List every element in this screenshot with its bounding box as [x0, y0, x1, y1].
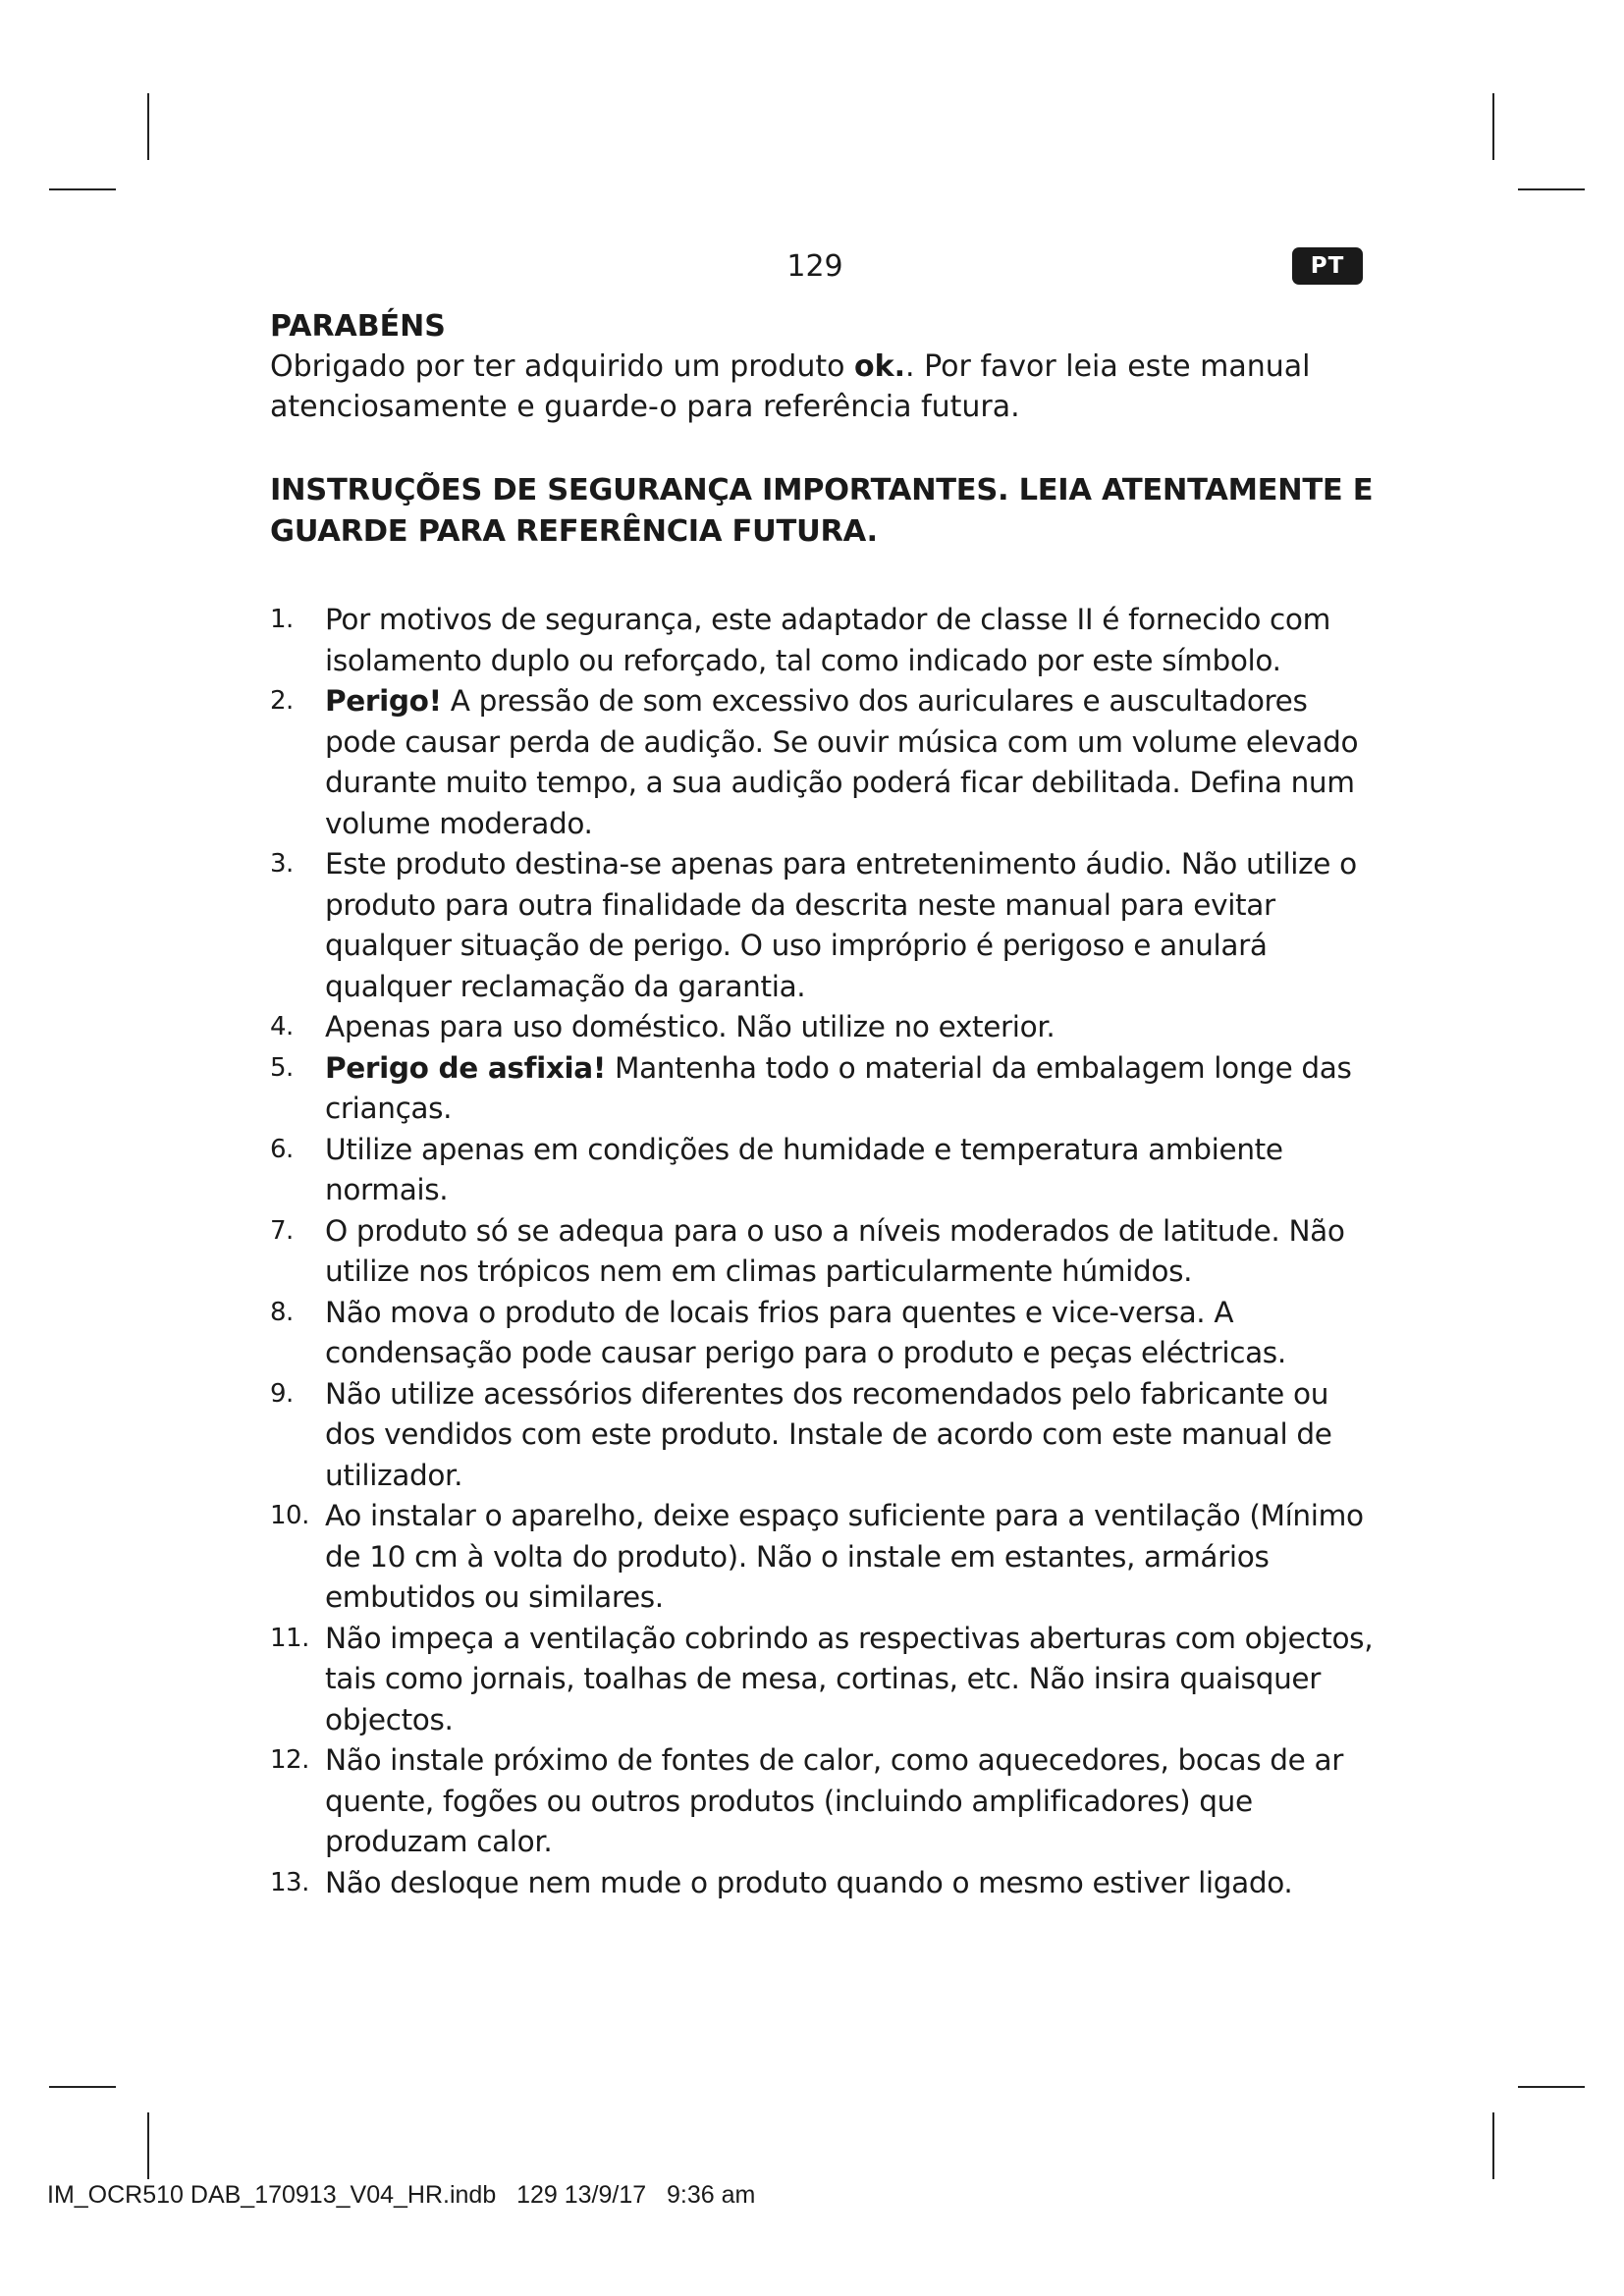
crop-mark: [1518, 188, 1585, 190]
warning-label: Perigo!: [325, 684, 442, 718]
list-item-number: 3.: [270, 849, 294, 879]
safety-instructions-list: [270, 600, 1380, 1903]
list-item-text: Apenas para uso doméstico. Não utilize no exterior.: [325, 1010, 1056, 1043]
page-content: [270, 306, 1380, 1903]
list-item: [270, 600, 1380, 681]
crop-mark: [1492, 2112, 1494, 2179]
list-item-text: Este produto destina-se apenas para entretenimento áudio. Não utilize o produto para outra finalidade da descrita neste manual para evitar qualquer situação de perigo. O uso impróprio é perigoso e anulará qualquer reclamação da garantia.: [325, 847, 1357, 1003]
list-item-number: 9.: [270, 1378, 294, 1409]
list-item: [270, 1619, 1380, 1741]
list-item-text: O produto só se adequa para o uso a níveis moderados de latitude. Não utilize nos trópicos nem em climas particularmente húmidos.: [325, 1213, 1345, 1288]
list-item: [270, 1374, 1380, 1497]
crop-mark: [49, 188, 116, 190]
list-item: [270, 1740, 1380, 1863]
intro-text: Obrigado por ter adquirido um produto: [270, 349, 855, 384]
congrats-title: PARABÉNS: [270, 309, 446, 344]
list-item-number: 10.: [270, 1501, 309, 1530]
list-item: [270, 1293, 1380, 1374]
list-item-text: Não utilize acessórios diferentes dos recomendados pelo fabricante ou dos vendidos com este produto. Instale de acordo com este manual de utilizador.: [325, 1376, 1332, 1492]
list-item: [270, 681, 1380, 844]
list-item-number: 11.: [270, 1623, 309, 1653]
intro-text: . Por favor leia este manual atenciosamente e guarde-o para referência futura.: [270, 349, 1311, 424]
list-item-text: A pressão de som excessivo dos auriculares e auscultadores pode causar perda de audição. Se ouvir música com um volume elevado durante muito tempo, a sua audição poderá ficar debilitada. Defina num volume moderado.: [325, 684, 1359, 840]
list-item-number: 8.: [270, 1297, 294, 1327]
list-item: [270, 1048, 1380, 1130]
list-item: [270, 1211, 1380, 1293]
crop-mark: [49, 2086, 116, 2088]
page-number: 129: [786, 249, 843, 284]
list-item-text: Mantenha todo o material da embalagem longe das crianças.: [325, 1050, 1352, 1125]
warning-label: Perigo de asfixia!: [325, 1050, 606, 1085]
list-item-number: 12.: [270, 1745, 309, 1775]
crop-mark: [1492, 93, 1494, 160]
list-item-text: Não desloque nem mude o produto quando o mesmo estiver ligado.: [325, 1865, 1293, 1899]
list-item: [270, 844, 1380, 1007]
language-badge: PT: [1292, 247, 1363, 285]
list-item-number: 2.: [270, 686, 294, 716]
intro-paragraph: [270, 347, 1380, 427]
list-item-number: 1.: [270, 605, 294, 634]
list-item-text: Não mova o produto de locais frios para quentes e vice-versa. A condensação pode causar perigo para o produto e peças eléctricas.: [325, 1295, 1286, 1369]
list-item-number: 7.: [270, 1215, 294, 1246]
list-item-text: Não impeça a ventilação cobrindo as respectivas aberturas com objectos, tais como jornais, toalhas de mesa, cortinas, etc. Não insira quaisquer objectos.: [325, 1621, 1374, 1736]
crop-mark: [1518, 2086, 1585, 2088]
list-item: [270, 1863, 1380, 1904]
print-slug: IM_OCR510 DAB_170913_V04_HR.indb 129 13/9/17 9:36 am: [47, 2181, 756, 2209]
list-item-text: Utilize apenas em condições de humidade e temperatura ambiente normais.: [325, 1132, 1283, 1206]
list-item-number: 13.: [270, 1867, 309, 1897]
list-item: [270, 1007, 1380, 1048]
list-item-text: Por motivos de segurança, este adaptador de classe II é fornecido com isolamento duplo ou reforçado, tal como indicado por este símbolo.: [325, 603, 1331, 677]
crop-mark: [147, 93, 149, 160]
brand-name: ok.: [854, 349, 905, 384]
list-item-text: Não instale próximo de fontes de calor, como aquecedores, bocas de ar quente, fogões ou outros produtos (incluindo amplificadores) que produzam calor.: [325, 1743, 1343, 1858]
list-item: [270, 1496, 1380, 1619]
crop-mark: [147, 2112, 149, 2179]
list-item-text: Ao instalar o aparelho, deixe espaço suficiente para a ventilação (Mínimo de 10 cm à volta do produto). Não o instale em estantes, armários embutidos ou similares.: [325, 1499, 1364, 1614]
list-item: [270, 1130, 1380, 1211]
list-item-number: 6.: [270, 1134, 294, 1164]
list-item-number: 5.: [270, 1052, 294, 1083]
list-item-number: 4.: [270, 1012, 294, 1041]
safety-title: INSTRUÇÕES DE SEGURANÇA IMPORTANTES. LEIA ATENTAMENTE E GUARDE PARA REFERÊNCIA FUTURA.: [270, 473, 1374, 549]
